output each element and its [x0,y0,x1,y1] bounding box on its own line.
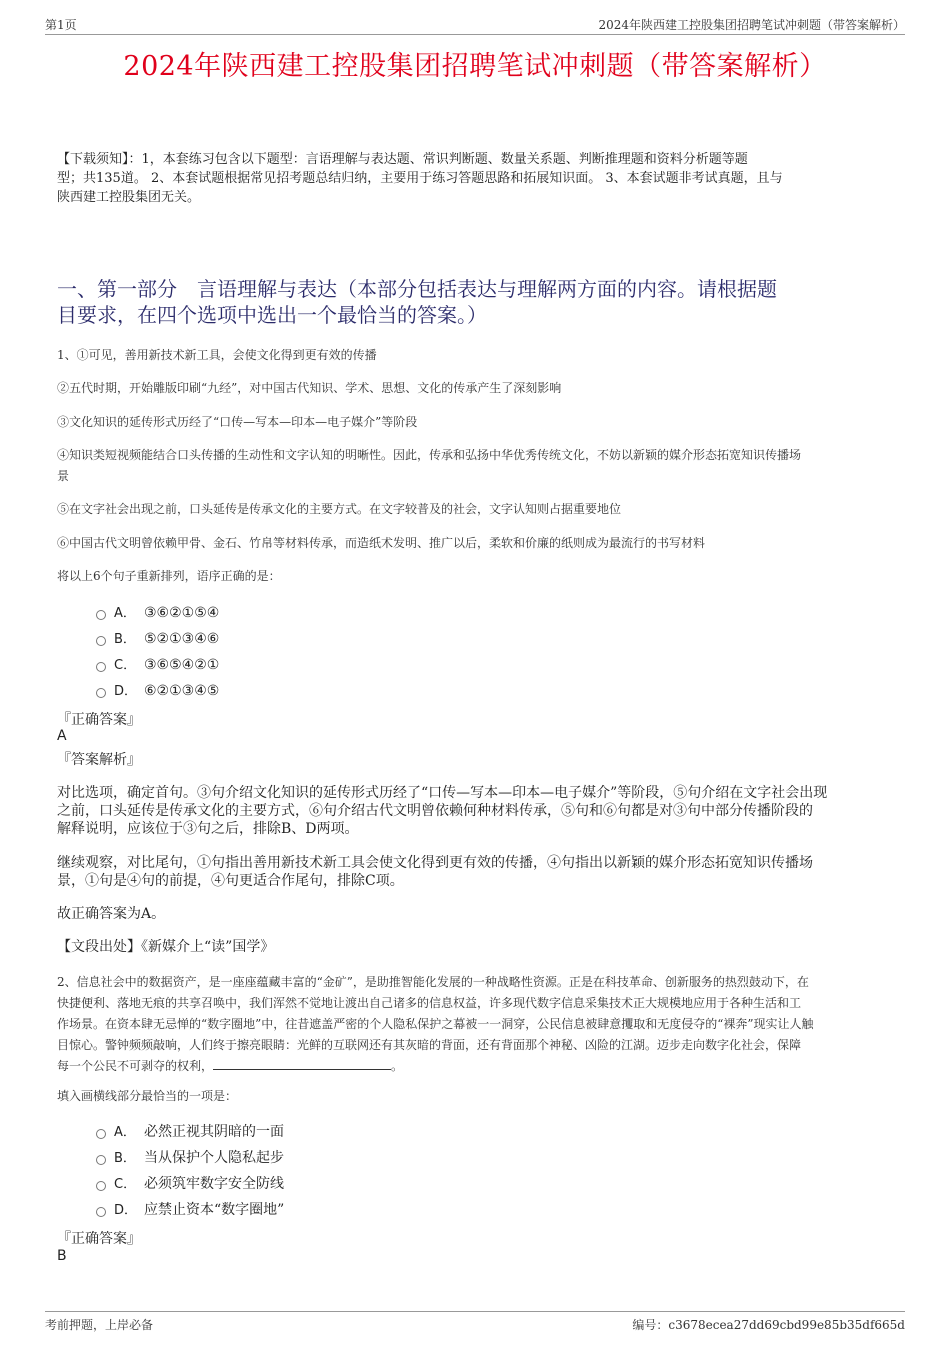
q1-option-b[interactable] [96,626,219,652]
footer-slogan: 考前押题，上岸必备 [45,1318,154,1332]
q1-analysis-paragraph-2 [57,854,897,890]
option-letter: C． [114,1177,137,1192]
q2-option-c[interactable] [96,1171,284,1197]
analysis-line: 对比选项，确定首句。③句介绍文化知识的延传形式历经了“口传—写本—印本—电子媒介”等阶段，⑤句介绍在文字社会出现 [57,785,828,801]
q2-prompt: 填入画横线部分最恰当的一项是： [57,1089,238,1103]
option-text: ⑥②①③④⑤ [144,683,220,699]
q1-answer: A [57,728,67,744]
option-text: 当从保护个人隐私起步 [144,1150,284,1166]
option-text: 必须筑牢数字安全防线 [144,1176,284,1192]
q2-passage [57,972,897,1077]
q1-analysis-tag: 『答案解析』 [57,752,141,768]
q1-analysis-paragraph-1 [57,784,897,838]
q1-options [96,600,219,704]
option-text: 应禁止资本“数字圈地” [144,1202,285,1218]
option-letter: A． [114,1125,136,1140]
option-text: ③⑥⑤④②① [144,657,220,673]
q2-passage-line: 作场景。在资本肆无忌惮的“数字圈地”中，往昔遮盖严密的个人隐私保护之幕被一一洞穿，公民信息被肆意攫取和无度侵夺的“裸奔”现实让人触 [57,1017,814,1031]
q2-option-b[interactable] [96,1145,284,1171]
analysis-line: 继续观察，对比尾句，①句指出善用新技术新工具会使文化得到更有效的传播，④句指出以新颖的媒介形态拓宽知识传播场 [57,855,813,871]
option-letter: B． [114,1151,136,1166]
q2-answer-tag: 『正确答案』 [57,1231,141,1247]
fill-in-blank [213,1057,391,1070]
option-letter: C． [114,658,137,673]
option-letter: B． [114,632,136,647]
q1-source: 【文段出处】《新媒介上“读”国学》 [57,939,275,955]
notice-line: 【下载须知】：1，本套练习包含以下题型：言语理解与表达题、常识判断题、数量关系题、判断推理题和资料分析题等题 [57,152,748,167]
option-letter: A． [114,606,136,621]
radio-button-icon[interactable] [96,1207,106,1217]
q2-passage-end: 。 [391,1059,404,1073]
download-notice [57,150,897,207]
page-header [45,14,905,35]
analysis-line: 景，①句是④句的前提，④句更适合作尾句，排除C项。 [57,873,404,889]
q1-sentence-4-line: 景 [57,469,70,483]
q2-options [96,1119,284,1223]
option-letter: D． [114,684,138,699]
q1-sentence-5: ⑤在文字社会出现之前，口头延传是传承文化的主要方式。在文字较普及的社会，文字认知则占据重要地位 [57,502,622,516]
page-footer [45,1311,905,1334]
radio-button-icon[interactable] [96,662,106,672]
q1-analysis-conclusion: 故正确答案为A。 [57,906,166,922]
q2-option-a[interactable] [96,1119,284,1145]
q1-prompt: 将以上6个句子重新排列，语序正确的是： [57,569,281,583]
section-heading-line: 目要求，在四个选项中选出一个最恰当的答案。） [57,303,487,327]
q1-sentence-1: 1、①可见，善用新技术新工具，会使文化得到更有效的传播 [57,348,377,362]
q2-option-d[interactable] [96,1197,284,1223]
radio-button-icon[interactable] [96,1181,106,1191]
radio-button-icon[interactable] [96,688,106,698]
q2-answer: B [57,1248,67,1264]
option-text: ③⑥②①⑤④ [144,605,220,621]
q1-option-c[interactable] [96,652,219,678]
radio-button-icon[interactable] [96,636,106,646]
footer-code: 编号：c3678ecea27dd69cbd99e85b35df665d [632,1318,905,1332]
q1-sentence-4 [57,445,897,487]
option-letter: D． [114,1203,138,1218]
q1-sentence-4-line: ④知识类短视频能结合口头传播的生动性和文字认知的明晰性。因此，传承和弘扬中华优秀传统文化，不妨以新颖的媒介形态拓宽知识传播场 [57,448,802,462]
q2-passage-line: 2、信息社会中的数据资产，是一座座蕴藏丰富的“金矿”，是助推智能化发展的一种战略性资源。正是在科技革命、创新服务的热烈鼓动下，在 [57,975,809,989]
radio-button-icon[interactable] [96,1129,106,1139]
q1-option-a[interactable] [96,600,219,626]
q1-sentence-6: ⑥中国古代文明曾依赖甲骨、金石、竹帛等材料传承，而造纸术发明、推广以后，柔软和价廉的纸则成为最流行的书写材料 [57,536,706,550]
q1-sentence-2: ②五代时期，开始雕版印刷“九经”，对中国古代知识、学术、思想、文化的传承产生了深刻影响 [57,381,562,395]
section-heading-line: 一、第一部分 言语理解与表达（本部分包括表达与理解两方面的内容。请根据题 [57,277,777,301]
page-number: 第1页 [45,18,77,32]
q2-passage-text: 每一个公民不可剥夺的权利， [57,1059,214,1073]
option-text: ⑤②①③④⑥ [144,631,220,647]
document-title: 2024年陕西建工控股集团招聘笔试冲刺题（带答案解析） [123,51,827,82]
q1-sentence-3: ③文化知识的延传形式历经了“口传—写本—印本—电子媒介”等阶段 [57,415,418,429]
analysis-line: 之前，口头延传是传承文化的主要方式，⑥句介绍古代文明曾依赖何种材料传承，⑤句和⑥句都是对③句中部分传播阶段的 [57,803,813,819]
radio-button-icon[interactable] [96,1155,106,1165]
option-text: 必然正视其阴暗的一面 [144,1124,284,1140]
q1-answer-tag: 『正确答案』 [57,712,141,728]
q1-option-d[interactable] [96,678,219,704]
q2-passage-line [57,1056,897,1077]
notice-line: 型；共135道。 2、本套试题根据常见招考题总结归纳，主要用于练习答题思路和拓展知识面。 3、本套试题非考试真题，且与 [57,171,783,186]
q2-passage-line: 快捷便利、落地无痕的共享召唤中，我们浑然不觉地让渡出自己诸多的信息权益，许多现代数字信息采集技术正大规模地应用于各种生活和工 [57,996,802,1010]
q2-passage-line: 目惊心。警钟频频敲响，人们终于擦亮眼睛：光鲜的互联网还有其灰暗的背面，还有背面那个神秘、凶险的江湖。迈步走向数字化社会，保障 [57,1038,802,1052]
radio-button-icon[interactable] [96,610,106,620]
section-heading [57,276,897,328]
header-doc-name: 2024年陕西建工控股集团招聘笔试冲刺题（带答案解析） [598,18,905,32]
notice-line: 陕西建工控股集团无关。 [57,190,201,205]
analysis-line: 解释说明，应该位于③句之后，排除B、D两项。 [57,821,359,837]
